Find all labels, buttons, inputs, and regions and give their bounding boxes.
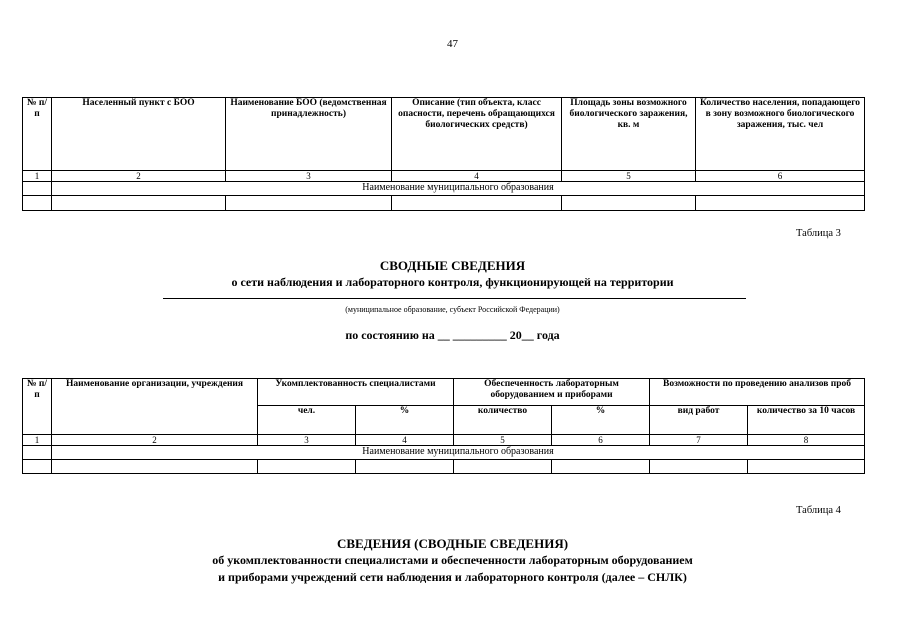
header-analysis: Возможности по проведению анализов проб [650, 379, 865, 406]
header-organization: Наименование организации, учреждения [52, 379, 258, 435]
header-num: № п/п [23, 98, 52, 171]
col-number: 1 [23, 171, 52, 182]
col-number: 4 [392, 171, 562, 182]
col-number: 2 [52, 171, 226, 182]
header-num: № п/п [23, 379, 52, 435]
empty-cell [226, 196, 392, 211]
empty-cell [696, 196, 865, 211]
lab-network-table [22, 378, 865, 474]
table3-date-line: по состоянию на __ _________ 20__ года [345, 328, 560, 342]
col-number: 6 [552, 435, 650, 446]
table3-title: СВОДНЫЕ СВЕДЕНИЯ [379, 258, 526, 273]
empty-cell [454, 460, 552, 474]
col-number: 7 [650, 435, 748, 446]
subheader-quantity: количество [454, 406, 552, 435]
table3-label: Таблица 3 [796, 228, 841, 239]
subheader-percent: % [552, 406, 650, 435]
col-number: 4 [356, 435, 454, 446]
empty-cell [748, 460, 865, 474]
table4-line2: и приборами учреждений сети наблюдения и лабораторного контроля (далее – СНЛК) [218, 570, 687, 584]
col-number: 6 [696, 171, 865, 182]
col-number: 5 [562, 171, 696, 182]
header-staff: Укомплектованность специалистами [258, 379, 454, 406]
header-population: Количество населения, попадающего в зону возможного биологического заражения, тыс. чел [696, 98, 865, 171]
header-equipment: Обеспеченность лабораторным оборудованием и приборами [454, 379, 650, 406]
municipality-row: Наименование муниципального образования [52, 182, 865, 196]
col-number: 5 [454, 435, 552, 446]
municipality-row: Наименование муниципального образования [52, 446, 865, 460]
table3-caption: (муниципальное образование, субъект Российской Федерации) [345, 305, 560, 314]
empty-cell [23, 460, 52, 474]
subheader-percent: % [356, 406, 454, 435]
empty-cell [52, 196, 226, 211]
col-number: 1 [23, 435, 52, 446]
empty-cell [23, 446, 52, 460]
empty-cell [552, 460, 650, 474]
subheader-people: чел. [258, 406, 356, 435]
header-area: Площадь зоны возможного биологического заражения, кв. м [562, 98, 696, 171]
subheader-work-type: вид работ [650, 406, 748, 435]
col-number: 3 [226, 171, 392, 182]
table3-subtitle: о сети наблюдения и лабораторного контроля, функционирующей на территории [231, 275, 674, 289]
subheader-quantity-10h: количество за 10 часов [748, 406, 865, 435]
boo-table [22, 97, 865, 211]
empty-cell [392, 196, 562, 211]
empty-cell [23, 196, 52, 211]
empty-cell [562, 196, 696, 211]
col-number: 2 [52, 435, 258, 446]
empty-cell [258, 460, 356, 474]
header-description: Описание (тип объекта, класс опасности, перечень обращающихся биологических средств) [392, 98, 562, 171]
table4-title: СВЕДЕНИЯ (СВОДНЫЕ СВЕДЕНИЯ) [336, 536, 569, 551]
empty-cell [52, 460, 258, 474]
table4-line1: об укомплектованности специалистами и обеспеченности лабораторным оборудованием [212, 553, 693, 567]
header-boo-name: Наименование БОО (ведомственная принадлежность) [226, 98, 392, 171]
empty-cell [356, 460, 454, 474]
col-number: 3 [258, 435, 356, 446]
empty-cell [23, 182, 52, 196]
table4-label: Таблица 4 [796, 505, 841, 516]
col-number: 8 [748, 435, 865, 446]
empty-cell [650, 460, 748, 474]
header-settlement: Населенный пункт с БОО [52, 98, 226, 171]
page-number: 47 [447, 38, 458, 50]
fill-line [163, 298, 746, 299]
